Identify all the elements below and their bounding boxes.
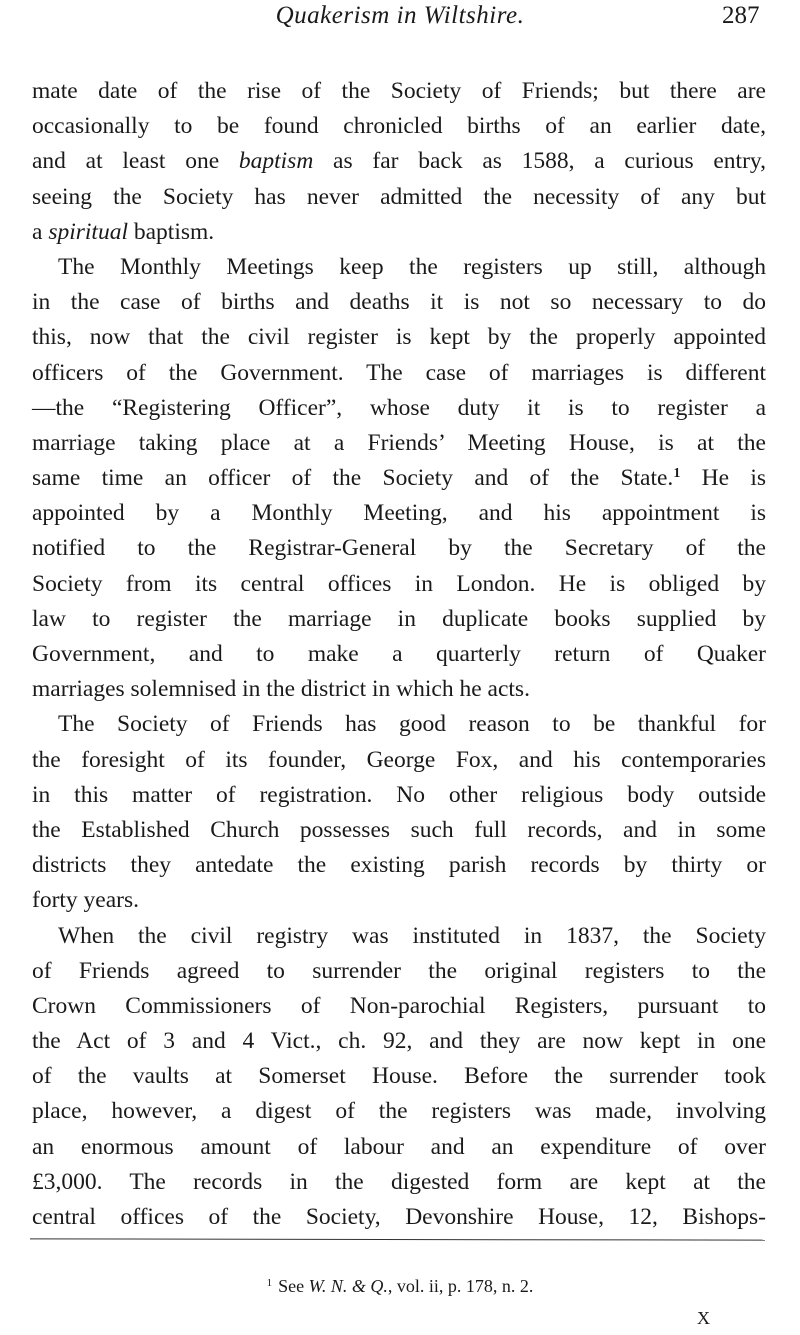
text-segment: appointed by a Monthly Meeting, and his appointment is (32, 500, 766, 527)
footnote-post: , vol. ii, p. 178, n. 2. (387, 1276, 534, 1296)
text-line (32, 1200, 766, 1235)
text-line (32, 109, 766, 144)
text-line (32, 285, 766, 320)
signature-mark: X (697, 1308, 710, 1328)
text-segment: as far back as 1588, a curious entry, (313, 148, 766, 175)
text-segment: in the case of births and deaths it is not so necessary to do (32, 289, 766, 316)
text-line (32, 672, 766, 707)
footnote-pre: See (278, 1276, 309, 1296)
text-line (32, 883, 766, 918)
body-text (32, 74, 766, 1235)
text-line (32, 954, 766, 989)
text-line (32, 1094, 766, 1129)
footnote-rule (30, 1238, 765, 1240)
text-segment: The Monthly Meetings keep the registers up still, although (58, 253, 766, 280)
text-line (32, 637, 766, 672)
text-segment: forty years. (32, 887, 140, 914)
text-segment: districts they antedate the existing parish records by thirty or (32, 852, 766, 879)
text-line (32, 215, 766, 250)
footnote-reference: 1 (673, 466, 681, 482)
text-segment: occasionally to be found chronicled births of an earlier date, (32, 113, 766, 140)
text-segment: central offices of the Society, Devonshire House, 12, Bishops- (32, 1204, 766, 1230)
text-segment: notified to the Registrar-General by the Secretary of the (32, 535, 766, 562)
text-line (32, 144, 766, 179)
text-segment: The Society of Friends has good reason to be thankful for (58, 711, 766, 738)
text-line (32, 356, 766, 391)
text-line (32, 426, 766, 461)
text-segment: the foresight of its founder, George Fox, and his contemporaries (32, 746, 766, 773)
text-segment: officers of the Government. The case of marriages is different (32, 359, 766, 386)
text-segment: mate date of the rise of the Society of Friends; but there are (32, 78, 766, 104)
text-line (32, 743, 766, 778)
text-line (32, 989, 766, 1024)
text-segment: the Established Church possesses such full records, and in some (32, 816, 766, 843)
text-line (32, 813, 766, 848)
text-segment: Society from its central offices in London. He is obliged by (32, 570, 766, 597)
text-segment: —the “Registering Officer”, whose duty it is to register a (32, 394, 766, 421)
text-line (32, 250, 766, 285)
text-segment: this, now that the civil register is kept by the properly appointed (32, 324, 766, 351)
text-segment: £3,000. The records in the digested form are kept at the (32, 1168, 766, 1195)
running-header-title: Quakerism in Wiltshire. (275, 2, 525, 29)
text-segment: Crown Commissioners of Non-parochial Registers, pursuant to (32, 992, 766, 1019)
text-segment: He is (680, 465, 766, 492)
text-line (32, 531, 766, 566)
text-line (32, 320, 766, 355)
footnote (0, 1276, 800, 1297)
text-segment: of the vaults at Somerset House. Before the surrender took (32, 1063, 766, 1090)
italic-text: baptism (238, 148, 314, 175)
text-line (32, 602, 766, 637)
text-line (32, 778, 766, 813)
text-segment: law to register the marriage in duplicate books supplied by (32, 605, 766, 632)
text-line (32, 707, 766, 742)
text-line (32, 919, 766, 954)
text-segment: in this matter of registration. No other religious body outside (32, 781, 766, 808)
text-line (32, 1165, 766, 1200)
text-segment: place, however, a digest of the registers was made, involving (32, 1098, 766, 1125)
italic-text: spiritual (48, 218, 128, 245)
text-segment: a (32, 218, 49, 245)
text-segment: When the civil registry was instituted in 1837, the Society (58, 922, 766, 949)
text-line (32, 461, 766, 496)
text-segment: same time an officer of the Society and of the State. (32, 465, 674, 492)
text-segment: an enormous amount of labour and an expenditure of over (32, 1133, 766, 1160)
text-line (32, 1130, 766, 1165)
text-segment: baptism. (127, 218, 215, 245)
text-line (32, 848, 766, 883)
text-segment: and at least one (32, 148, 239, 175)
text-segment: marriages solemnised in the district in which he acts. (32, 676, 530, 703)
text-segment: marriage taking place at a Friends’ Meeting House, is at the (32, 429, 766, 456)
text-line (32, 567, 766, 602)
text-line (32, 180, 766, 215)
text-segment: the Act of 3 and 4 Vict., ch. 92, and they are now kept in one (32, 1028, 766, 1055)
text-line (32, 1024, 766, 1059)
text-segment: of Friends agreed to surrender the original registers to the (32, 957, 766, 984)
text-line (32, 391, 766, 426)
text-segment: seeing the Society has never admitted the necessity of any but (32, 183, 766, 210)
text-line (32, 1059, 766, 1094)
page-number: 287 (722, 2, 760, 29)
footnote-marker: 1 (266, 1277, 273, 1289)
text-segment: Government, and to make a quarterly return of Quaker (32, 641, 766, 667)
text-line (32, 496, 766, 531)
footnote-italic: W. N. & Q. (308, 1276, 388, 1296)
text-line (32, 74, 766, 109)
